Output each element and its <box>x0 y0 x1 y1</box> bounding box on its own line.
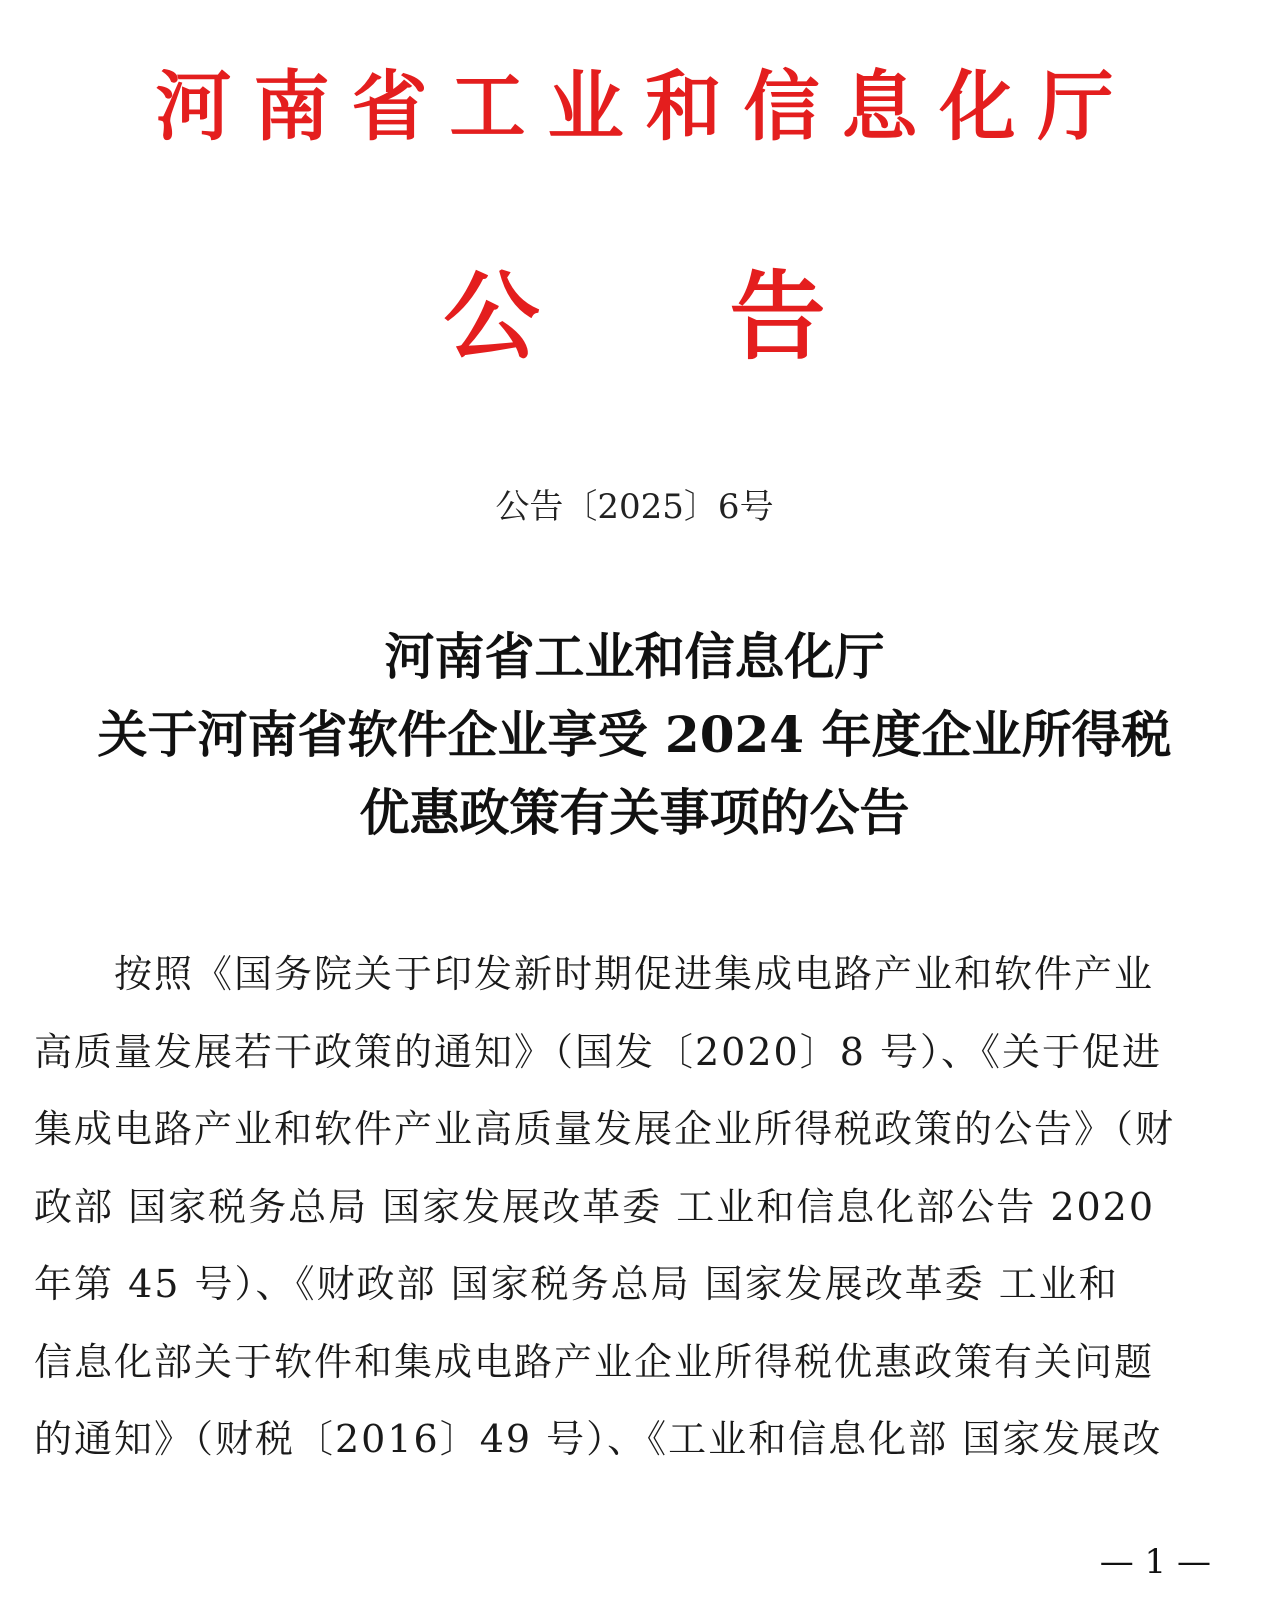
body-line: 年第 45 号）、《财政部 国家税务总局 国家发展改革委 工业和 <box>34 1262 1119 1306</box>
body-line: 政部 国家税务总局 国家发展改革委 工业和信息化部公告 2020 <box>34 1184 1156 1229</box>
title-line-3: 优惠政策有关事项的公告 <box>359 783 910 842</box>
header-document-kind <box>0 262 1269 372</box>
body-line: 高质量发展若干政策的通知》（国发〔2020〕8 号）、《关于促进 <box>34 1029 1162 1074</box>
document-number: 公告〔2025〕6号 <box>495 487 774 527</box>
header-organization: 河南省工业和信息化厅 <box>155 62 1136 151</box>
header-kind-second-char: 告 <box>729 260 826 373</box>
document-title <box>0 618 1269 852</box>
body-paragraph <box>34 936 1212 1479</box>
header-kind-first-char: 公 <box>443 260 540 373</box>
page-number: — 1 — <box>1099 1542 1211 1582</box>
body-line: 信息化部关于软件和集成电路产业企业所得税优惠政策有关问题 <box>34 1339 1155 1384</box>
body-line: 集成电路产业和软件产业高质量发展企业所得税政策的公告》（财 <box>34 1107 1176 1151</box>
body-line: 的通知》（财税〔2016〕49 号）、《工业和信息化部 国家发展改 <box>34 1417 1163 1461</box>
title-line-2: 关于河南省软件企业享受 2024 年度企业所得税 <box>97 705 1172 764</box>
body-line: 按照《国务院关于印发新时期促进集成电路产业和软件产业 <box>114 952 1155 996</box>
title-line-1: 河南省工业和信息化厅 <box>384 627 885 686</box>
